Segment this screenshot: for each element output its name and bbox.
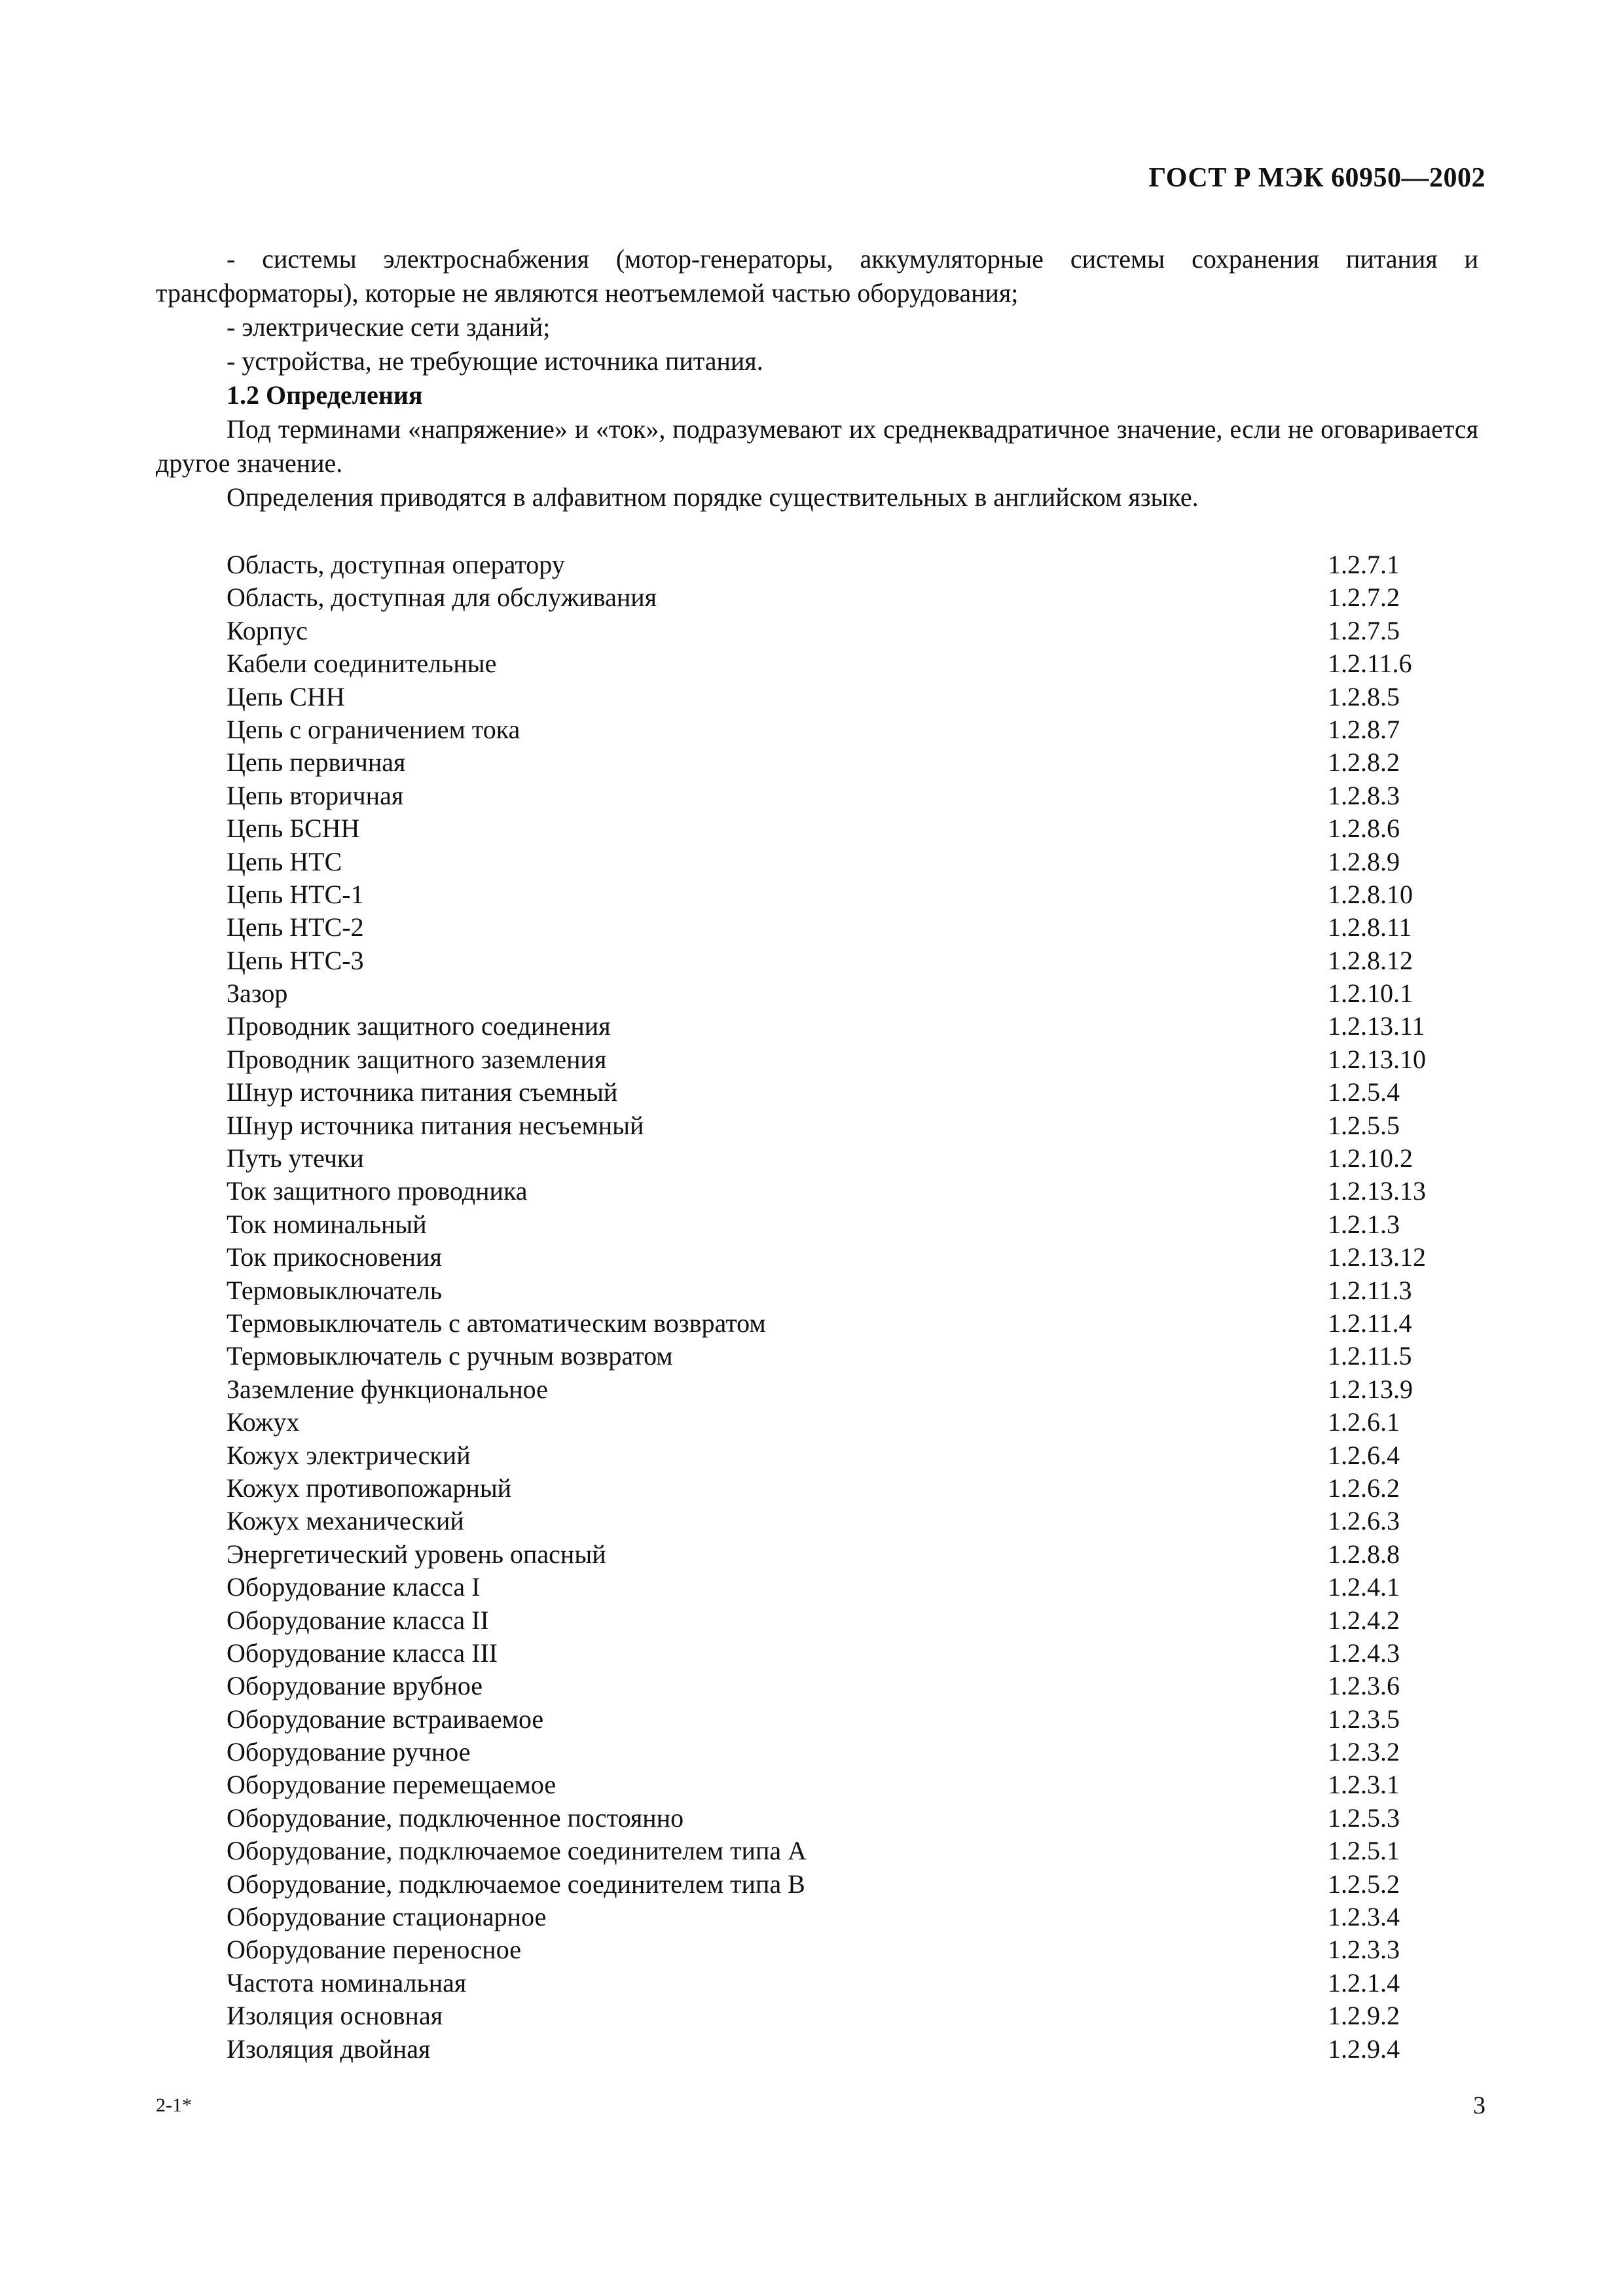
definition-term: Путь утечки — [227, 1143, 364, 1174]
definition-row — [156, 977, 1478, 1010]
definition-clause-ref: 1.2.11.6 — [1328, 649, 1412, 679]
definition-clause-ref: 1.2.8.2 — [1328, 747, 1400, 778]
definition-clause-ref: 1.2.8.12 — [1328, 945, 1413, 975]
definition-row — [156, 1703, 1478, 1736]
definition-row — [156, 1109, 1478, 1142]
definition-term: Оборудование класса II — [227, 1605, 489, 1635]
definition-row — [156, 1406, 1478, 1439]
definition-term: Оборудование класса I — [227, 1572, 481, 1602]
definition-term: Оборудование, подключаемое соединителем типа В — [227, 1869, 805, 1899]
definition-clause-ref: 1.2.11.4 — [1328, 1308, 1412, 1338]
definition-term: Шнур источника питания съемный — [227, 1077, 618, 1107]
definition-row — [156, 1076, 1478, 1109]
definition-clause-ref: 1.2.3.5 — [1328, 1704, 1400, 1734]
definition-row — [156, 780, 1478, 812]
definition-clause-ref: 1.2.5.4 — [1328, 1077, 1400, 1107]
definition-row — [156, 1736, 1478, 1768]
footer-sheet-mark: 2-1* — [156, 2094, 192, 2116]
definition-clause-ref: 1.2.4.1 — [1328, 1572, 1400, 1602]
definition-row — [156, 713, 1478, 746]
definition-row — [156, 1439, 1478, 1472]
definition-term: Ток номинальный — [227, 1209, 427, 1239]
definition-term: Оборудование переносное — [227, 1935, 521, 1965]
definition-clause-ref: 1.2.5.5 — [1328, 1110, 1400, 1140]
definition-row — [156, 1538, 1478, 1571]
definition-term: Оборудование перемещаемое — [227, 1770, 556, 1800]
definition-clause-ref: 1.2.13.11 — [1328, 1011, 1425, 1041]
definition-term: Цепь НТС-2 — [227, 912, 364, 942]
definition-clause-ref: 1.2.4.2 — [1328, 1605, 1400, 1635]
definition-clause-ref: 1.2.11.3 — [1328, 1275, 1412, 1305]
definition-term: Частота номинальная — [227, 1967, 467, 1998]
definition-clause-ref: 1.2.3.4 — [1328, 1902, 1400, 1932]
definition-clause-ref: 1.2.8.9 — [1328, 846, 1400, 876]
definition-row — [156, 1901, 1478, 1933]
definition-term: Заземление функциональное — [227, 1374, 548, 1404]
definition-row — [156, 1274, 1478, 1307]
definition-term: Область, доступная оператору — [227, 550, 565, 579]
definition-term: Оборудование ручное — [227, 1737, 471, 1767]
definition-term: Проводник защитного соединения — [227, 1011, 611, 1041]
definition-clause-ref: 1.2.13.12 — [1328, 1242, 1426, 1272]
spacer — [156, 514, 1478, 548]
definition-clause-ref: 1.2.6.4 — [1328, 1440, 1400, 1470]
definition-clause-ref: 1.2.9.4 — [1328, 2034, 1400, 2064]
definition-term: Зазор — [227, 978, 288, 1009]
definition-row — [156, 1307, 1478, 1340]
intro-item-power-systems: - системы электроснабжения (мотор-генераторы, аккумуляторные системы сохранения питания и трансформаторы), которые не являются неотъемлемой частью оборудования; — [156, 244, 1478, 308]
definition-row — [156, 746, 1478, 779]
definition-row — [156, 1142, 1478, 1175]
intro-item-devices: - устройства, не требующие источника питания. — [227, 346, 763, 376]
definition-term: Ток защитного проводника — [227, 1176, 528, 1206]
definition-term: Кожух — [227, 1407, 300, 1437]
definition-clause-ref: 1.2.7.5 — [1328, 615, 1400, 645]
definition-term: Термовыключатель с автоматическим возвратом — [227, 1308, 766, 1338]
definition-clause-ref: 1.2.6.1 — [1328, 1407, 1400, 1437]
definition-row — [156, 911, 1478, 944]
definition-clause-ref: 1.2.8.10 — [1328, 879, 1413, 909]
page-number: 3 — [1473, 2092, 1486, 2119]
definition-term: Оборудование встраиваемое — [227, 1704, 544, 1734]
definition-term: Цепь НТС-1 — [227, 879, 364, 909]
definition-term: Кабели соединительные — [227, 649, 497, 679]
definition-clause-ref: 1.2.10.2 — [1328, 1143, 1413, 1174]
definition-term: Изоляция двойная — [227, 2034, 431, 2064]
definition-clause-ref: 1.2.13.9 — [1328, 1374, 1413, 1404]
definition-row — [156, 1768, 1478, 1801]
definition-clause-ref: 1.2.11.5 — [1328, 1341, 1412, 1371]
definition-row — [156, 548, 1478, 581]
section-heading: 1.2 Определения — [227, 380, 423, 410]
definition-clause-ref: 1.2.13.13 — [1328, 1176, 1426, 1206]
definition-term: Кожух электрический — [227, 1440, 471, 1470]
definition-row — [156, 1010, 1478, 1043]
definition-row — [156, 1043, 1478, 1076]
definition-clause-ref: 1.2.1.3 — [1328, 1209, 1400, 1239]
definition-clause-ref: 1.2.6.2 — [1328, 1473, 1400, 1503]
definition-row — [156, 812, 1478, 845]
document-header: ГОСТ Р МЭК 60950—2002 — [1148, 163, 1486, 193]
definition-clause-ref: 1.2.3.3 — [1328, 1935, 1400, 1965]
definition-term: Изоляция основная — [227, 2001, 443, 2031]
definition-clause-ref: 1.2.5.2 — [1328, 1869, 1400, 1899]
definition-term: Цепь СНН — [227, 681, 345, 711]
definition-clause-ref: 1.2.5.3 — [1328, 1803, 1400, 1833]
definition-term: Проводник защитного заземления — [227, 1044, 607, 1074]
definition-row — [156, 1604, 1478, 1637]
definition-row — [156, 944, 1478, 977]
definition-term: Цепь первичная — [227, 747, 406, 778]
definition-clause-ref: 1.2.4.3 — [1328, 1638, 1400, 1668]
definition-term: Цепь НТС-3 — [227, 945, 364, 975]
definition-term: Цепь вторичная — [227, 780, 404, 810]
definition-row — [156, 581, 1478, 614]
definition-row — [156, 1373, 1478, 1406]
definition-term: Область, доступная для обслуживания — [227, 583, 657, 613]
definition-row — [156, 1340, 1478, 1372]
definition-term: Кожух механический — [227, 1506, 464, 1536]
definition-row — [156, 1208, 1478, 1241]
definition-row — [156, 681, 1478, 713]
definition-clause-ref: 1.2.8.8 — [1328, 1539, 1400, 1569]
definition-clause-ref: 1.2.3.1 — [1328, 1770, 1400, 1800]
definition-term: Термовыключатель с ручным возвратом — [227, 1341, 673, 1371]
definition-row — [156, 1175, 1478, 1208]
definition-term: Цепь НТС — [227, 846, 342, 876]
definition-row — [156, 1241, 1478, 1274]
paragraph-alphabetical-order: Определения приводятся в алфавитном порядке существительных в английском языке. — [227, 482, 1199, 512]
definition-row — [156, 2000, 1478, 2032]
definition-clause-ref: 1.2.1.4 — [1328, 1967, 1400, 1998]
definitions-list — [156, 548, 1478, 2066]
definition-row — [156, 1472, 1478, 1505]
definition-row — [156, 1835, 1478, 1867]
definition-clause-ref: 1.2.7.1 — [1328, 550, 1400, 579]
definition-row — [156, 1637, 1478, 1670]
definition-term: Цепь с ограничением тока — [227, 714, 520, 744]
definition-term: Оборудование стационарное — [227, 1902, 547, 1932]
definition-row — [156, 615, 1478, 647]
definition-row — [156, 1967, 1478, 2000]
paragraph-voltage-current: Под терминами «напряжение» и «ток», подразумевают их среднеквадратичное значение, если не оговаривается другое значение. — [156, 414, 1478, 478]
definition-clause-ref: 1.2.6.3 — [1328, 1506, 1400, 1536]
definition-row — [156, 1571, 1478, 1604]
definition-clause-ref: 1.2.3.2 — [1328, 1737, 1400, 1767]
definition-row — [156, 1868, 1478, 1901]
intro-item-building-networks: - электрические сети зданий; — [227, 312, 551, 342]
definition-term: Корпус — [227, 615, 308, 645]
definition-clause-ref: 1.2.8.11 — [1328, 912, 1412, 942]
definition-term: Цепь БСНН — [227, 814, 360, 844]
definition-row — [156, 647, 1478, 680]
definition-term: Оборудование, подключаемое соединителем типа А — [227, 1836, 807, 1866]
definition-row — [156, 1933, 1478, 1966]
definition-row — [156, 1505, 1478, 1537]
definition-clause-ref: 1.2.8.7 — [1328, 714, 1400, 744]
definition-term: Термовыключатель — [227, 1275, 443, 1305]
definition-row — [156, 1670, 1478, 1702]
definition-clause-ref: 1.2.8.5 — [1328, 681, 1400, 711]
definition-clause-ref: 1.2.13.10 — [1328, 1044, 1426, 1074]
definition-clause-ref: 1.2.8.3 — [1328, 780, 1400, 810]
definition-row — [156, 1802, 1478, 1835]
definition-clause-ref: 1.2.9.2 — [1328, 2001, 1400, 2031]
definition-clause-ref: 1.2.5.1 — [1328, 1836, 1400, 1866]
definition-term: Оборудование врубное — [227, 1671, 483, 1701]
definition-clause-ref: 1.2.8.6 — [1328, 814, 1400, 844]
definition-clause-ref: 1.2.7.2 — [1328, 583, 1400, 613]
definition-term: Энергетический уровень опасный — [227, 1539, 606, 1569]
definition-term: Кожух противопожарный — [227, 1473, 512, 1503]
definition-term: Ток прикосновения — [227, 1242, 442, 1272]
page-content — [156, 242, 1478, 2066]
definition-term: Оборудование, подключенное постоянно — [227, 1803, 684, 1833]
definition-term: Оборудование класса III — [227, 1638, 498, 1668]
definition-row — [156, 878, 1478, 911]
definition-clause-ref: 1.2.3.6 — [1328, 1671, 1400, 1701]
definition-term: Шнур источника питания несъемный — [227, 1110, 644, 1140]
definition-row — [156, 846, 1478, 878]
definition-clause-ref: 1.2.10.1 — [1328, 978, 1413, 1009]
definition-row — [156, 2033, 1478, 2066]
